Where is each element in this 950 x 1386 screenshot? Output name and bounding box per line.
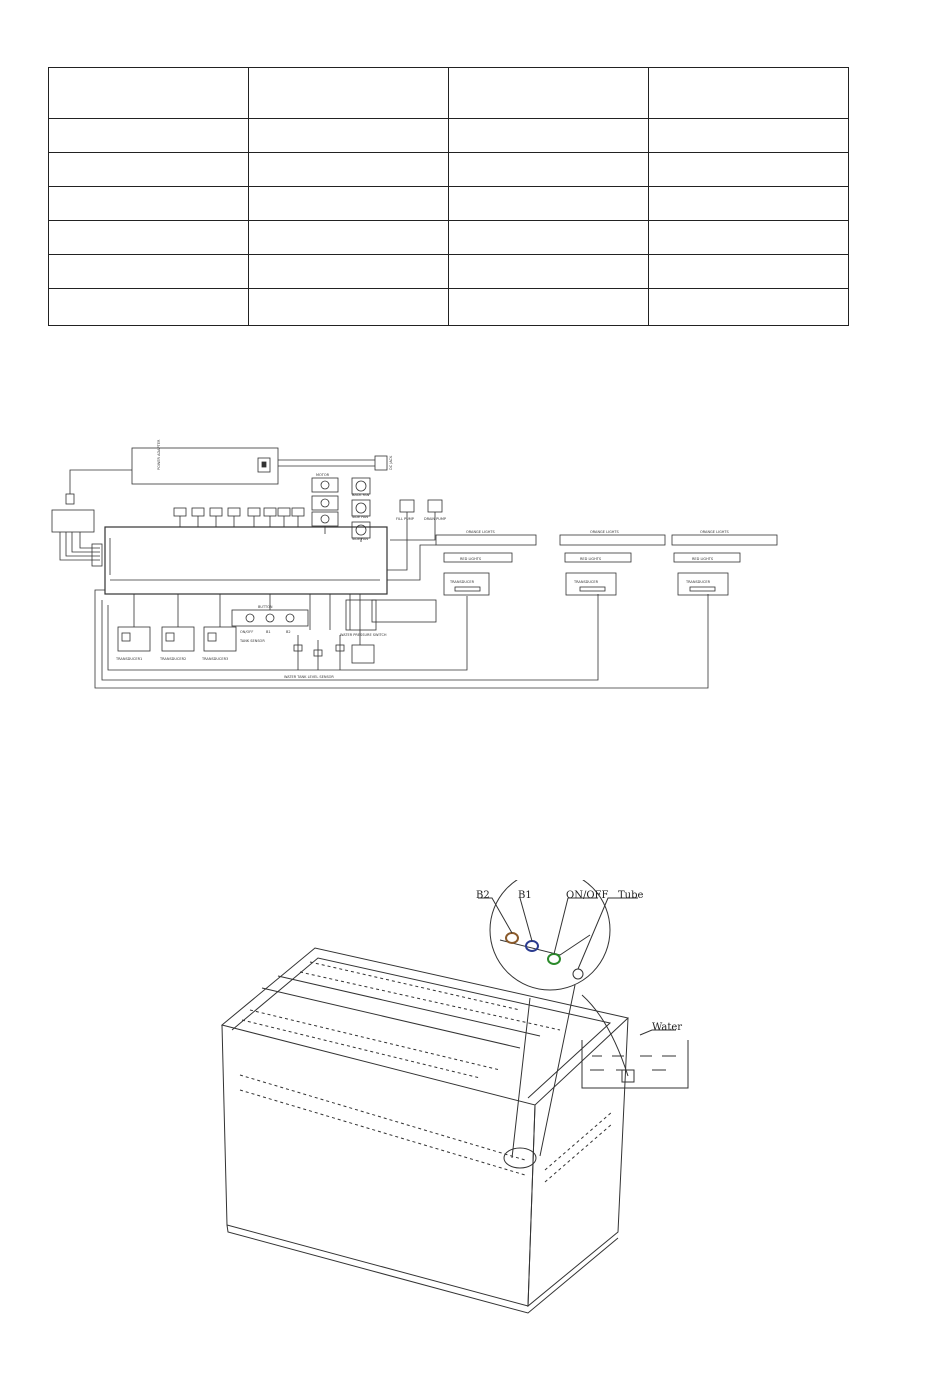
callout-onoff: ON/OFF bbox=[566, 890, 609, 901]
table-row bbox=[49, 68, 849, 119]
callout-b2: B2 bbox=[476, 890, 490, 901]
table-cell bbox=[249, 289, 449, 326]
table-cell bbox=[249, 187, 449, 221]
table-cell bbox=[249, 255, 449, 289]
bottom-transducer-label-1: TRANSDUCER1 bbox=[116, 657, 143, 661]
fill-pump-label: FILL PUMP bbox=[396, 517, 414, 521]
table-row bbox=[49, 289, 849, 326]
table-cell bbox=[49, 153, 249, 187]
power-adapter-label: POWER ADAPTER bbox=[157, 439, 161, 470]
table-row bbox=[49, 187, 849, 221]
table-cell bbox=[49, 119, 249, 153]
orange-lights-label-1: ORANGE LIGHTS bbox=[466, 530, 495, 534]
table-cell bbox=[649, 221, 849, 255]
table-cell bbox=[49, 68, 249, 119]
callout-water: Water bbox=[652, 1022, 683, 1033]
bottom-transducer-label-3: TRANSDUCER3 bbox=[202, 657, 229, 661]
table-cell bbox=[649, 187, 849, 221]
table-cell bbox=[649, 255, 849, 289]
callout-b1: B1 bbox=[518, 890, 532, 901]
transducer-label-2: TRANSDUCER bbox=[574, 580, 599, 584]
table-cell bbox=[649, 153, 849, 187]
fan-label-2: SIDE FAN bbox=[352, 515, 368, 519]
tank-sensor-label: TANK SENSOR bbox=[240, 639, 265, 643]
dc-jack-label: DC JACK bbox=[389, 455, 393, 470]
bottom-transducer-label-2: TRANSDUCER2 bbox=[160, 657, 187, 661]
power-adapter-box bbox=[132, 448, 278, 484]
button-b1-small: B1 bbox=[266, 630, 271, 634]
table-cell bbox=[649, 119, 849, 153]
button-caption: BUTTON bbox=[258, 605, 273, 609]
drain-pump-label: DRAIN PUMP bbox=[424, 517, 446, 521]
table-cell bbox=[249, 119, 449, 153]
button-b2-small: B2 bbox=[286, 630, 291, 634]
table-row bbox=[49, 153, 849, 187]
button-onoff-small: ON/OFF bbox=[240, 630, 254, 634]
pressure-switch-label: WATER PRESSURE SWITCH bbox=[340, 633, 387, 637]
motor-label: MOTOR bbox=[316, 473, 330, 477]
table-cell bbox=[649, 289, 849, 326]
red-lights-label-1: RED LIGHTS bbox=[460, 557, 482, 561]
wiring-diagram bbox=[0, 430, 950, 720]
table-row bbox=[49, 255, 849, 289]
spec-table bbox=[48, 67, 849, 326]
red-lights-label-3: RED LIGHTS bbox=[692, 557, 714, 561]
table-cell bbox=[49, 221, 249, 255]
table-cell bbox=[49, 289, 249, 326]
orange-lights-label-3: ORANGE LIGHTS bbox=[700, 530, 729, 534]
orange-lights-label-2: ORANGE LIGHTS bbox=[590, 530, 619, 534]
fan-label-3: SIDE FAN bbox=[352, 537, 368, 541]
table-cell bbox=[449, 68, 649, 119]
table-cell bbox=[249, 153, 449, 187]
transducer-label-1: TRANSDUCER bbox=[450, 580, 475, 584]
table-row bbox=[49, 221, 849, 255]
table-cell bbox=[449, 221, 649, 255]
main-control-board bbox=[105, 527, 387, 594]
table-cell bbox=[249, 221, 449, 255]
product-illustration bbox=[0, 880, 950, 1360]
table-cell bbox=[449, 153, 649, 187]
table-cell bbox=[449, 119, 649, 153]
table-cell bbox=[49, 255, 249, 289]
transducer-label-3: TRANSDUCER bbox=[686, 580, 711, 584]
water-tank-level-label: WATER TANK LEVEL SENSOR bbox=[284, 675, 334, 679]
fan-label-1: BACK FAN bbox=[352, 493, 370, 497]
table-row bbox=[49, 119, 849, 153]
table-cell bbox=[49, 187, 249, 221]
callout-tube: Tube bbox=[618, 890, 644, 901]
table-cell bbox=[649, 68, 849, 119]
table-cell bbox=[249, 68, 449, 119]
table-cell bbox=[449, 187, 649, 221]
red-lights-label-2: RED LIGHTS bbox=[580, 557, 602, 561]
table-cell bbox=[449, 255, 649, 289]
table-cell bbox=[449, 289, 649, 326]
